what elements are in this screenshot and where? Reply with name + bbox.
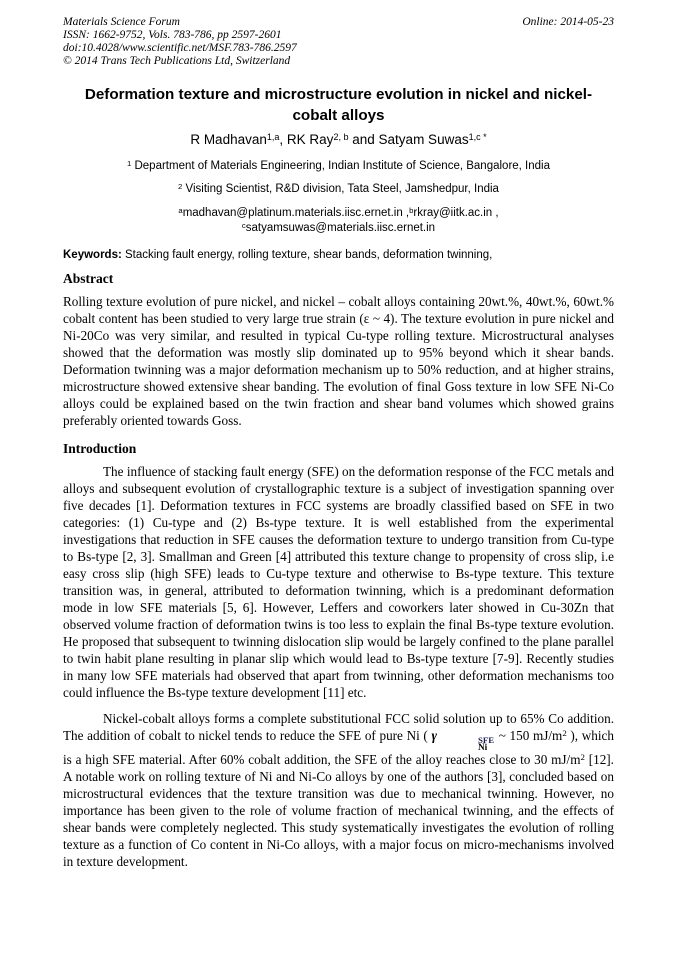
abstract-heading: Abstract bbox=[63, 271, 114, 286]
affiliation-1: $^1$ Department of Materials Engineering, Indian Institute of Science, Bangalore, India bbox=[127, 158, 550, 172]
author-emails: $^a$madhavan@platinum.materials.iisc.ernet.in ,$^b$rkray@iitk.ac.in , $^c$satyamsuwas@materials.iisc.ernet.in bbox=[178, 205, 499, 234]
affiliation-2: $^2$ Visiting Scientist, R&D division, Tata Steel, Jamshedpur, India bbox=[178, 181, 499, 195]
copyright-line: © 2014 Trans Tech Publications Ltd, Switzerland bbox=[63, 55, 291, 67]
publication-info bbox=[63, 16, 297, 68]
online-date: Online: 2014-05-23 bbox=[522, 16, 614, 28]
paper-title: Deformation texture and microstructure evolution in nickel and nickel-cobalt alloys bbox=[84, 86, 593, 124]
introduction-heading: Introduction bbox=[63, 441, 137, 456]
keywords-line bbox=[63, 249, 614, 261]
publication-header bbox=[63, 16, 614, 68]
keywords-text: Stacking fault energy, rolling texture, shear bands, deformation twinning, bbox=[121, 249, 493, 261]
introduction-paragraph-2: Nickel-cobalt alloys forms a complete substitutional FCC solid solution up to 65% Co addition. The addition of cobalt to nickel tends to reduce the SFE of pure Ni ( γ SFE Ni ~ 150 $mJ/m^2$ ), which is a high SFE material. After 60% cobalt addition, the SFE of the alloy reaches close to 30 $mJ/m^2$ [12]. A notable work on rolling texture of Ni and Ni-Co alloys by one of the authors [3], concluded based on microstructural evidences that the texture transition was due to mechanical twinning. However, no importance has been given to the role of volume fraction of mechanical twinning, and the effects of shear bands were completely neglected. This study systematically investigates the evolution of rolling texture as a function of Co content in Ni-Co alloys, with a major focus on micro-mechanisms involved in texture development. bbox=[63, 711, 614, 870]
doi-line: doi:10.4028/www.scientific.net/MSF.783-786.2597 bbox=[63, 42, 297, 54]
authors-line: R Madhavan$^{1,a}$, RK Ray$^{2, b}$ and Satyam Suwas$^{1,c *}$ bbox=[190, 131, 487, 147]
introduction-paragraph-1: The influence of stacking fault energy (SFE) on the deformation response of the FCC metals and alloys and subsequent evolution of crystallographic texture is a subject of investigation spanning over five decades [1]. Deformation textures in FCC systems are broadly classified based on SFE in two categories: (1) Cu-type and (2) Bs-type texture. It is well established from the experimental investigations that reduction in SFE causes the deformation texture to undergo transition from Cu-type to Bs-type [2, 3]. Smallman and Green [4] attributed this texture change to propensity of cross slip, i.e easy cross slip (high SFE) leads to Cu-type texture and otherwise to Bs-type texture. This texture transition was, in general, attributed to deformation twinning, which is a predominant deformation mode in low SFE materials [5, 6]. However, Leffers and coworkers later showed in Cu-30Zn that observed volume fraction of deformation twins is too less to explain the final Bs-type texture evolution. He proposed that subsequent to twinning dislocation slip would be largely confined to the plane parallel to twin habit plane resulting in planar slip which would lead to Bs-type texture [7-9]. Recently studies in many low SFE materials had observed that apart from twinning, other deformation mechanisms too could influence the Bs-type texture development [11] etc. bbox=[63, 464, 614, 700]
keywords-label: Keywords: bbox=[63, 249, 122, 261]
abstract-text: Rolling texture evolution of pure nickel, and nickel – cobalt alloys containing 20wt.%, 40wt.%, 60wt.% cobalt content has been studied to very large true strain (ε ~ 4). The texture evolution in pure nickel and Ni-20Co was very similar, and resulted in typical Cu-type rolling texture. Microstructural analyses showed that the deformation was mostly slip dominated up to 95% beyond which it shear bands. Deformation twinning was a major deformation mechanism up to 50% reduction, and at higher strains, microstructure showed extensive shear banding. The evolution of final Goss texture in low SFE Ni-Co alloys could be explained based on the twin fraction and shear band volumes which showed grains preferably oriented towards Goss. bbox=[63, 294, 614, 428]
journal-name: Materials Science Forum bbox=[63, 16, 180, 28]
formula-sfe-stack: SFE Ni bbox=[478, 734, 495, 752]
issn-line: ISSN: 1662-9752, Vols. 783-786, pp 2597-2601 bbox=[63, 29, 282, 41]
